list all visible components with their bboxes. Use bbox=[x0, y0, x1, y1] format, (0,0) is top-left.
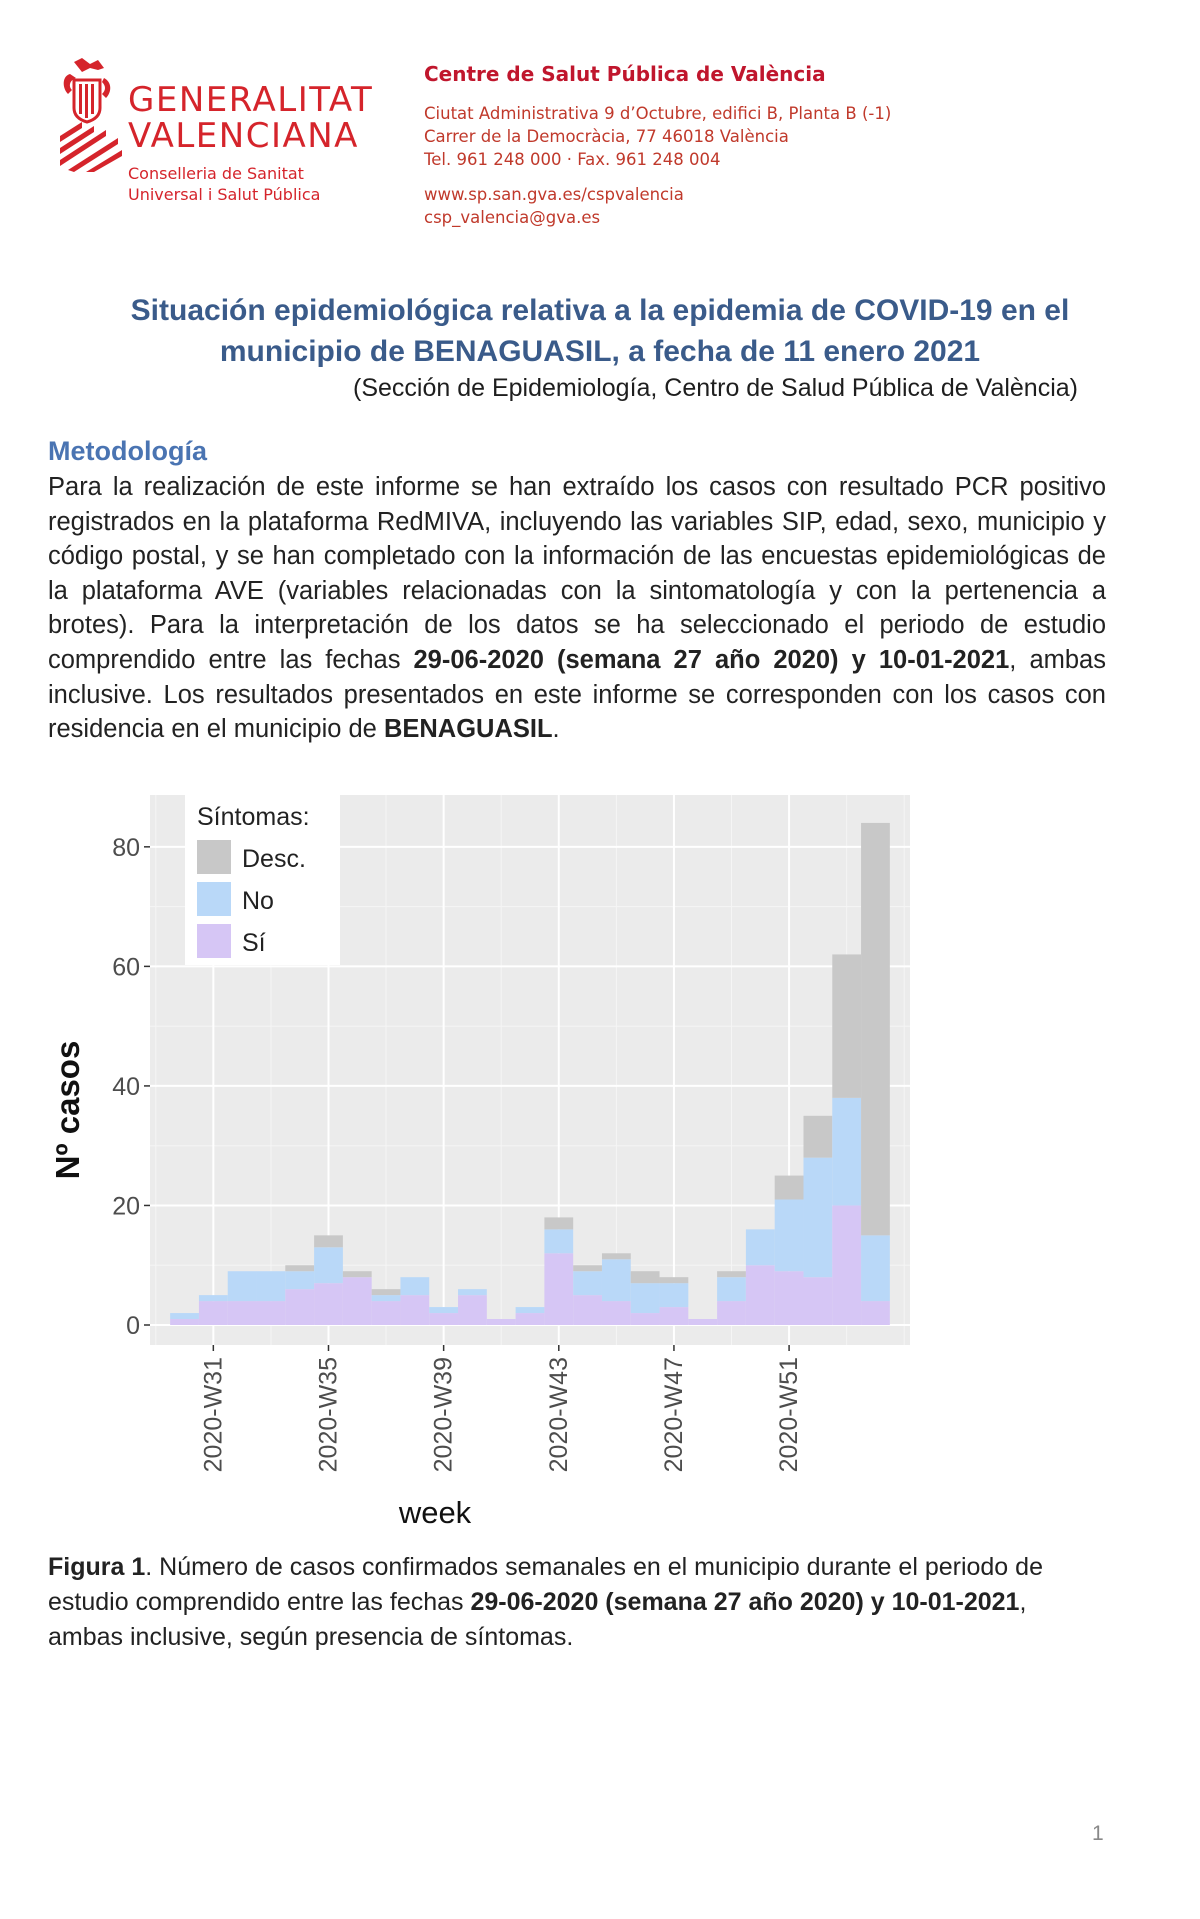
title-line-1: Situación epidemiológica relativa a la epidemia de COVID-19 en el bbox=[130, 294, 1070, 327]
bar-desc-w43 bbox=[544, 1217, 573, 1229]
bar-si-w52 bbox=[803, 1277, 832, 1325]
methodology-text-1: Para la realización de este informe se han extraído los casos con resultado PCR positivo registrados en la plataforma RedMIVA, incluyendo las variables SIP, edad, sexo, municipio y código postal, y se han completado con la información de las encuestas epidemiológicas de la plataforma AVE (variables relacionadas con la sintomatología y con la pertenencia a brotes). Para la interpretación de los datos se ha seleccionado el periodo de estudio comprendido entre las fechas bbox=[48, 473, 1106, 674]
x-axis-title: week bbox=[398, 1495, 472, 1530]
y-tick-label: 80 bbox=[112, 833, 140, 862]
bar-si-w45 bbox=[602, 1301, 631, 1325]
bar-desc-w52 bbox=[803, 1116, 832, 1158]
bar-no-w47 bbox=[660, 1283, 689, 1307]
bar-no-w53 bbox=[832, 1098, 861, 1206]
department-name bbox=[128, 163, 320, 205]
center-web-link[interactable]: www.sp.san.gva.es/cspvalencia bbox=[424, 185, 684, 204]
x-tick-label: 2020-W31 bbox=[199, 1357, 228, 1473]
bar-no-w50 bbox=[746, 1229, 775, 1265]
bar-no-w31 bbox=[199, 1295, 228, 1301]
document-subtitle: (Sección de Epidemiología, Centro de Salud Pública de València) bbox=[353, 374, 1078, 402]
methodology-text-2: , ambas inclusive. Los resultados presentados en este informe se corresponden con los casos con residencia en el municipio de bbox=[48, 645, 1106, 744]
bar-no-w49 bbox=[717, 1277, 746, 1301]
cases-chart-svg bbox=[49, 790, 925, 1540]
bar-si-w30 bbox=[170, 1319, 199, 1325]
y-tick-label: 0 bbox=[126, 1312, 140, 1340]
bar-desc-w45 bbox=[602, 1253, 631, 1259]
department-line1: Conselleria de Sanitat bbox=[128, 164, 304, 183]
bar-si-w35 bbox=[314, 1283, 343, 1325]
org-name bbox=[128, 82, 373, 154]
bar-no-w40 bbox=[458, 1289, 487, 1295]
document-title bbox=[40, 290, 1160, 372]
cases-chart bbox=[49, 790, 925, 1545]
bar-si-w31 bbox=[199, 1301, 228, 1325]
bar-si-w37 bbox=[372, 1301, 401, 1325]
y-tick-label: 40 bbox=[112, 1072, 140, 1101]
methodology-text-3: . bbox=[552, 715, 560, 744]
caption-period-bold: 29-06-2020 (semana 27 año 2020) y 10-01-2021 bbox=[470, 1588, 1020, 1616]
bar-si-w54 bbox=[861, 1301, 890, 1325]
bar-si-w47 bbox=[660, 1307, 689, 1325]
bar-no-w43 bbox=[544, 1229, 573, 1253]
bar-desc-w47 bbox=[660, 1277, 689, 1283]
caption-label: Figura 1 bbox=[48, 1553, 146, 1581]
bar-no-w46 bbox=[631, 1283, 660, 1313]
legend-key-si bbox=[197, 924, 231, 958]
bar-desc-w34 bbox=[285, 1265, 314, 1271]
bar-no-w34 bbox=[285, 1271, 314, 1289]
x-tick-label: 2020-W43 bbox=[544, 1357, 573, 1473]
methodology-paragraph bbox=[48, 470, 1106, 747]
generalitat-logo bbox=[60, 58, 122, 181]
bar-desc-w54 bbox=[861, 823, 890, 1235]
bar-si-w50 bbox=[746, 1265, 775, 1325]
legend-label-si: Sí bbox=[242, 929, 266, 957]
center-address-2: Carrer de la Democràcia, 77 46018 València bbox=[424, 127, 789, 146]
y-tick-label: 20 bbox=[112, 1192, 140, 1221]
bar-no-w54 bbox=[861, 1235, 890, 1301]
bar-si-w34 bbox=[285, 1289, 314, 1325]
bar-desc-w35 bbox=[314, 1235, 343, 1247]
methodology-municipality-bold: BENAGUASIL bbox=[383, 715, 553, 744]
bar-desc-w44 bbox=[573, 1265, 602, 1271]
bar-no-w33 bbox=[257, 1271, 286, 1301]
bar-no-w42 bbox=[516, 1307, 545, 1313]
bar-no-w51 bbox=[775, 1199, 804, 1271]
caption-text-1: . Número de casos confirmados semanales en el municipio durante el periodo de estudio comprendido entre las fechas bbox=[48, 1553, 1043, 1616]
x-tick-label: 2020-W47 bbox=[659, 1357, 688, 1473]
legend-key-no bbox=[197, 882, 231, 916]
bar-si-w53 bbox=[832, 1205, 861, 1325]
caption-text-2: , ambas inclusive, según presencia de síntomas. bbox=[48, 1588, 1027, 1651]
bar-si-w36 bbox=[343, 1277, 372, 1325]
legend-label-desc: Desc. bbox=[242, 845, 306, 873]
bar-si-w46 bbox=[631, 1313, 660, 1325]
y-tick-label: 60 bbox=[112, 953, 140, 982]
legend-key-desc bbox=[197, 840, 231, 874]
legend-label-no: No bbox=[242, 887, 274, 915]
bar-no-w39 bbox=[429, 1307, 458, 1313]
bar-desc-w53 bbox=[832, 954, 861, 1097]
center-email-link[interactable]: csp_valencia@gva.es bbox=[424, 208, 601, 227]
bar-si-w42 bbox=[516, 1313, 545, 1325]
bar-si-w49 bbox=[717, 1301, 746, 1325]
bar-si-w33 bbox=[257, 1301, 286, 1325]
department-line2: Universal i Salut Pública bbox=[128, 185, 321, 204]
center-phone: Tel. 961 248 000 · Fax. 961 248 004 bbox=[424, 150, 721, 169]
bar-no-w35 bbox=[314, 1247, 343, 1283]
org-name-line1: GENERALITAT bbox=[128, 80, 374, 120]
bar-no-w52 bbox=[803, 1158, 832, 1278]
bar-no-w37 bbox=[372, 1295, 401, 1301]
bar-desc-w37 bbox=[372, 1289, 401, 1295]
org-name-line2: VALENCIANA bbox=[128, 116, 359, 156]
bar-si-w38 bbox=[400, 1295, 429, 1325]
legend-title: Síntomas: bbox=[197, 803, 310, 831]
bar-desc-w36 bbox=[343, 1271, 372, 1277]
methodology-period-bold: 29-06-2020 (semana 27 año 2020) y 10-01-2021 bbox=[413, 645, 1010, 674]
bar-si-w51 bbox=[775, 1271, 804, 1325]
bar-no-w45 bbox=[602, 1259, 631, 1301]
bar-no-w30 bbox=[170, 1313, 199, 1319]
bar-si-w41 bbox=[487, 1319, 516, 1325]
y-axis-title: Nº casos bbox=[49, 1040, 86, 1180]
bar-desc-w51 bbox=[775, 1176, 804, 1200]
center-address-1: Ciutat Administrativa 9 d’Octubre, edifici B, Planta B (-1) bbox=[424, 104, 892, 123]
bar-si-w44 bbox=[573, 1295, 602, 1325]
x-tick-label: 2020-W35 bbox=[314, 1357, 343, 1473]
bar-si-w40 bbox=[458, 1295, 487, 1325]
x-tick-label: 2020-W39 bbox=[429, 1357, 458, 1473]
bar-no-w32 bbox=[228, 1271, 257, 1301]
bar-si-w48 bbox=[688, 1319, 717, 1325]
bar-desc-w49 bbox=[717, 1271, 746, 1277]
bar-no-w38 bbox=[400, 1277, 429, 1295]
bar-no-w44 bbox=[573, 1271, 602, 1295]
bar-si-w32 bbox=[228, 1301, 257, 1325]
bar-si-w43 bbox=[544, 1253, 573, 1325]
methodology-heading: Metodología bbox=[48, 436, 207, 466]
x-tick-label: 2020-W51 bbox=[775, 1357, 804, 1473]
figure-caption bbox=[48, 1550, 1108, 1655]
bar-si-w39 bbox=[429, 1313, 458, 1325]
bar-desc-w46 bbox=[631, 1271, 660, 1283]
title-line-2: municipio de BENAGUASIL, a fecha de 11 enero 2021 bbox=[219, 335, 981, 368]
page-number: 1 bbox=[1092, 1822, 1104, 1845]
center-name: Centre de Salut Pública de València bbox=[424, 62, 826, 86]
center-contact-block bbox=[424, 62, 891, 229]
